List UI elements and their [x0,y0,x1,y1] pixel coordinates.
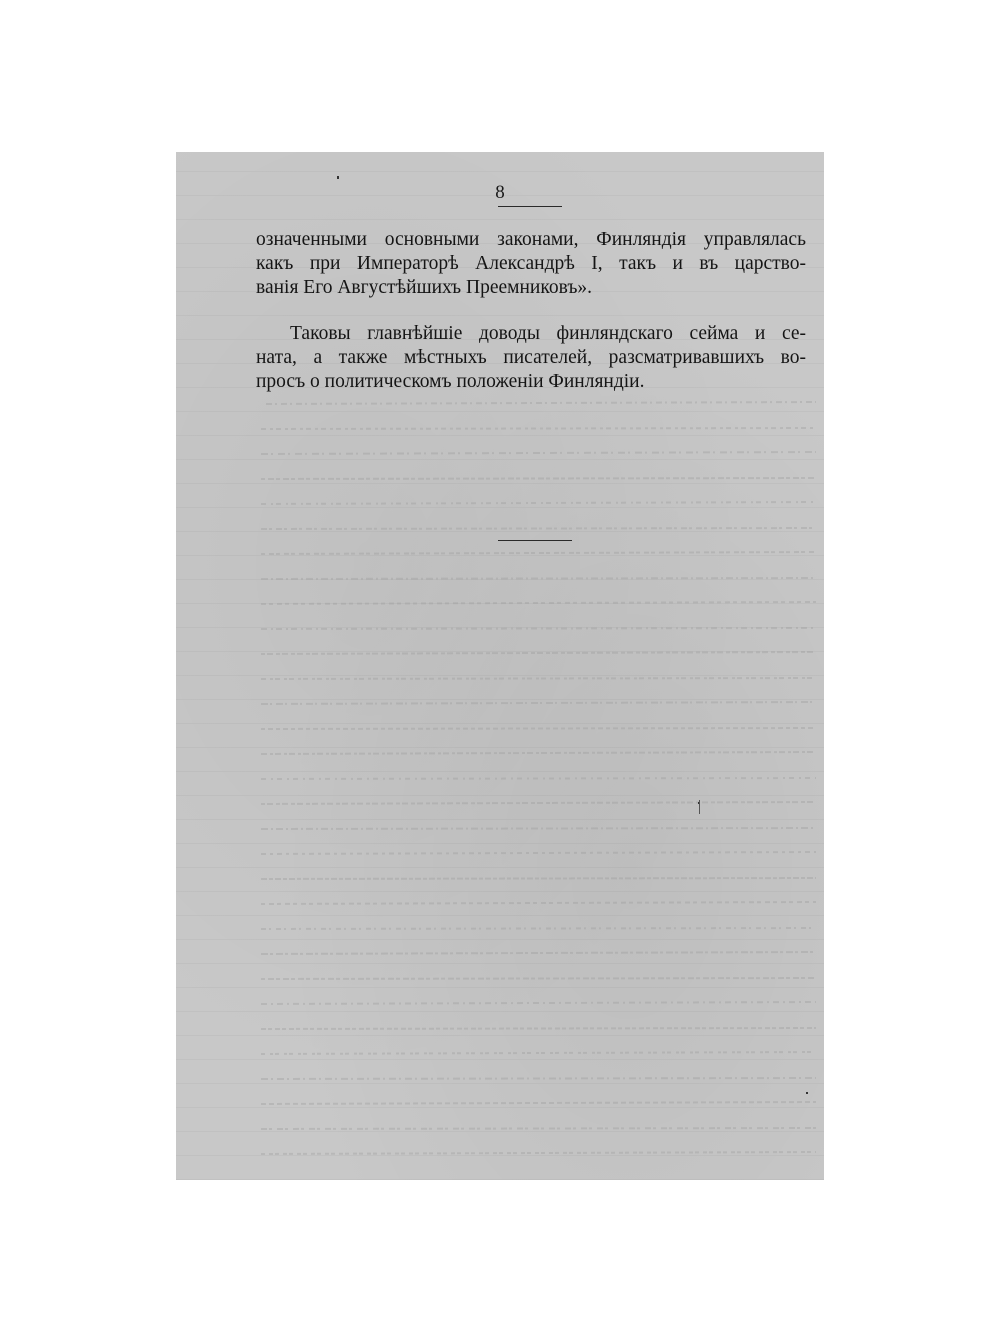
text-line: какъ при Императорѣ Александрѣ I, такъ и въ царство- [256,253,806,274]
text-line: ванія Его Августѣйшихъ Преемниковъ». [256,277,593,298]
text-line: означенными основными законами, Финляндія управлялась [256,229,806,250]
text-line: ната, а также мѣстныхъ писателей, разсматривавшихъ во- [256,347,806,368]
text-line: Таковы главнѣйшіе доводы финляндскаго сейма и се- [290,323,806,344]
paragraph-2 [256,322,806,394]
ink-scratch [699,800,700,814]
scanned-page [176,152,824,1180]
header-rule [498,206,562,207]
paragraph-1 [256,228,806,300]
section-end-rule [498,540,572,541]
ink-speck [337,176,339,179]
text-line: просъ о политическомъ положеніи Финляндіи. [256,371,645,392]
ink-speck [806,1092,808,1094]
page-number: 8 [495,182,505,203]
bleed-through-texture [176,152,824,1180]
